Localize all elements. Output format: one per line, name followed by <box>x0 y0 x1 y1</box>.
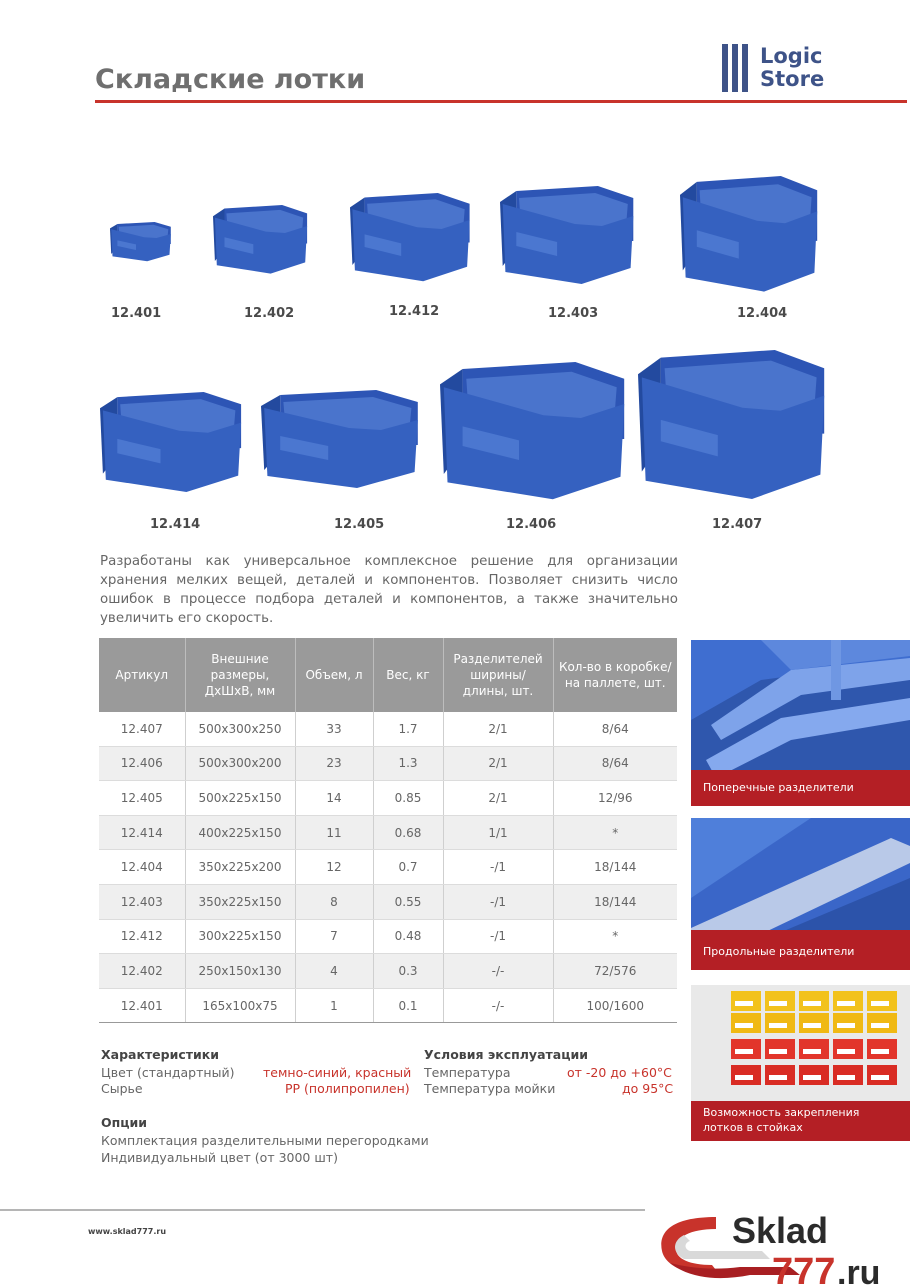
storage-bin-icon <box>110 222 172 262</box>
cell-dividers: -/1 <box>443 884 553 919</box>
col-header-article: Артикул <box>99 638 185 712</box>
bin-image <box>500 186 636 286</box>
cell-volume: 12 <box>295 850 373 885</box>
storage-bin-icon <box>350 193 472 283</box>
product-code: 12.414 <box>150 517 201 532</box>
cell-dividers: 1/1 <box>443 815 553 850</box>
rack-bin-label <box>735 1023 753 1028</box>
cell-article: 12.404 <box>99 850 185 885</box>
col-header-dimensions: Внешние размеры, ДхШхВ, мм <box>185 638 295 712</box>
rack-bin-label <box>769 1075 787 1080</box>
title-underline <box>95 100 907 103</box>
bin-image <box>680 176 820 294</box>
cell-weight: 0.68 <box>373 815 443 850</box>
characteristics-title: Характеристики <box>101 1047 220 1062</box>
cell-dimensions: 350x225x200 <box>185 850 295 885</box>
cell-dividers: 2/1 <box>443 746 553 781</box>
cell-packaging: 72/576 <box>553 954 677 989</box>
product-code: 12.401 <box>111 306 162 321</box>
product-code: 12.403 <box>548 306 599 321</box>
table-row <box>99 919 677 954</box>
cell-article: 12.403 <box>99 884 185 919</box>
rack-bin-label <box>837 1049 855 1054</box>
cell-dimensions: 165x100x75 <box>185 988 295 1023</box>
brand-number: 777 <box>772 1251 836 1288</box>
cell-packaging: 12/96 <box>553 781 677 816</box>
material-value: PP (полипропилен) <box>285 1081 410 1096</box>
cell-article: 12.412 <box>99 919 185 954</box>
cell-packaging: 18/144 <box>553 884 677 919</box>
rack-bin-label <box>735 1049 753 1054</box>
cell-dimensions: 400x225x150 <box>185 815 295 850</box>
photo-cross-dividers <box>691 640 910 806</box>
cell-volume: 33 <box>295 712 373 746</box>
cell-dimensions: 350x225x150 <box>185 884 295 919</box>
caption-rack-mounting: Возможность закрепления лотков в стойках <box>691 1101 910 1141</box>
cell-article: 12.402 <box>99 954 185 989</box>
bin-image <box>440 362 628 502</box>
bin-image <box>100 392 244 494</box>
rack-bin-label <box>769 1023 787 1028</box>
storage-bin-icon <box>213 205 309 275</box>
table-header-row <box>99 638 677 712</box>
rack-bin-label <box>769 1001 787 1006</box>
product-description: Разработаны как универсальное комплексное решение для организации хранения мелких вещей, деталей и компонентов. Позволяет снизить число ошибок в процессе подбора деталей и компонентов, а также значительно увеличить его скорость. <box>100 554 678 626</box>
cell-weight: 0.48 <box>373 919 443 954</box>
cell-packaging: 100/1600 <box>553 988 677 1023</box>
cell-article: 12.401 <box>99 988 185 1023</box>
cell-article: 12.406 <box>99 746 185 781</box>
footer-url[interactable]: www.sklad777.ru <box>88 1227 167 1236</box>
cell-dimensions: 250x150x130 <box>185 954 295 989</box>
col-header-dividers: Разделителей ширины/ длины, шт. <box>443 638 553 712</box>
cell-dividers: -/1 <box>443 850 553 885</box>
rack-bin-label <box>837 1023 855 1028</box>
footer-divider <box>0 1209 645 1211</box>
table-row <box>99 988 677 1023</box>
storage-bin-icon <box>440 362 628 502</box>
cell-dividers: 2/1 <box>443 712 553 746</box>
table-row <box>99 954 677 989</box>
cell-packaging: 8/64 <box>553 712 677 746</box>
sklad777-logo <box>650 1205 910 1288</box>
rack-bin-label <box>837 1001 855 1006</box>
cell-packaging: 18/144 <box>553 850 677 885</box>
storage-bin-icon <box>680 176 820 294</box>
table-row <box>99 884 677 919</box>
cell-volume: 7 <box>295 919 373 954</box>
col-header-weight: Вес, кг <box>373 638 443 712</box>
cell-dimensions: 500x300x250 <box>185 712 295 746</box>
cell-weight: 1.3 <box>373 746 443 781</box>
table-row <box>99 712 677 746</box>
cell-dimensions: 300x225x150 <box>185 919 295 954</box>
cell-article: 12.414 <box>99 815 185 850</box>
cell-packaging: 8/64 <box>553 746 677 781</box>
logo-bar <box>732 44 738 92</box>
table-row <box>99 746 677 781</box>
bin-image <box>350 193 472 283</box>
color-value: темно-синий, красный <box>263 1065 412 1080</box>
rack-bin-label <box>735 1075 753 1080</box>
cell-article: 12.405 <box>99 781 185 816</box>
cell-volume: 14 <box>295 781 373 816</box>
product-code: 12.412 <box>389 304 440 319</box>
spec-table <box>99 638 677 1023</box>
storage-bin-icon <box>261 390 421 490</box>
temperature-label: Температура <box>424 1065 511 1080</box>
cell-packaging: * <box>553 919 677 954</box>
caption-cross-dividers: Поперечные разделители <box>691 770 910 806</box>
temperature-value: от -20 до +60°С <box>567 1065 672 1080</box>
rack-bin-label <box>735 1001 753 1006</box>
brand-domain: .ru <box>837 1254 881 1288</box>
rack-bin-label <box>871 1075 889 1080</box>
product-code: 12.405 <box>334 517 385 532</box>
brand-word: Sklad <box>732 1210 829 1251</box>
col-header-packaging: Кол-во в коробке/на паллете, шт. <box>553 638 677 712</box>
photo-long-dividers <box>691 818 910 970</box>
cell-dividers: -/1 <box>443 919 553 954</box>
rack-bin-label <box>871 1023 889 1028</box>
logo-bar <box>742 44 748 92</box>
rack-bin-label <box>837 1075 855 1080</box>
cell-volume: 8 <box>295 884 373 919</box>
cell-volume: 11 <box>295 815 373 850</box>
option-custom-color: Индивидуальный цвет (от 3000 шт) <box>101 1150 338 1165</box>
cell-dimensions: 500x300x200 <box>185 746 295 781</box>
storage-bin-icon <box>100 392 244 494</box>
logo-text-line2: Store <box>760 67 825 91</box>
page-title: Складские лотки <box>95 64 366 95</box>
product-code: 12.404 <box>737 306 788 321</box>
cell-volume: 23 <box>295 746 373 781</box>
logo-text-line1: Logic <box>760 44 823 68</box>
cell-weight: 0.3 <box>373 954 443 989</box>
rack-bin-label <box>871 1001 889 1006</box>
cell-dividers: -/- <box>443 988 553 1023</box>
bin-image <box>261 390 421 490</box>
cell-packaging: * <box>553 815 677 850</box>
product-code: 12.407 <box>712 517 763 532</box>
bin-image <box>110 222 172 262</box>
cell-volume: 4 <box>295 954 373 989</box>
rack-bin-label <box>871 1049 889 1054</box>
rack-bin-label <box>803 1001 821 1006</box>
table-row <box>99 815 677 850</box>
caption-long-dividers: Продольные разделители <box>691 930 910 970</box>
cell-dividers: 2/1 <box>443 781 553 816</box>
storage-bin-icon <box>638 350 828 502</box>
cell-weight: 0.1 <box>373 988 443 1023</box>
cell-article: 12.407 <box>99 712 185 746</box>
col-header-volume: Объем, л <box>295 638 373 712</box>
cell-weight: 0.7 <box>373 850 443 885</box>
product-code: 12.402 <box>244 306 295 321</box>
rack-bin-label <box>803 1075 821 1080</box>
logicstore-logo <box>722 42 842 98</box>
color-label: Цвет (стандартный) <box>101 1065 235 1080</box>
cell-dimensions: 500x225x150 <box>185 781 295 816</box>
cell-weight: 1.7 <box>373 712 443 746</box>
conditions-title: Условия эксплуатации <box>424 1047 588 1062</box>
product-code: 12.406 <box>506 517 557 532</box>
bin-image <box>638 350 828 502</box>
cell-dividers: -/- <box>443 954 553 989</box>
rack-bin-label <box>803 1049 821 1054</box>
wash-temperature-label: Температура мойки <box>424 1081 556 1096</box>
cell-weight: 0.55 <box>373 884 443 919</box>
bin-image <box>213 205 309 275</box>
photo-rack-mounting <box>691 985 910 1141</box>
table-row <box>99 781 677 816</box>
cell-volume: 1 <box>295 988 373 1023</box>
option-dividers: Комплектация разделительными перегородками <box>101 1133 429 1148</box>
rack-bin-label <box>769 1049 787 1054</box>
table-row <box>99 850 677 885</box>
logo-bar <box>722 44 728 92</box>
storage-bin-icon <box>500 186 636 286</box>
wash-temperature-value: до 95°С <box>622 1081 674 1096</box>
options-title: Опции <box>101 1115 148 1130</box>
rack-bin-label <box>803 1023 821 1028</box>
cell-weight: 0.85 <box>373 781 443 816</box>
material-label: Сырье <box>101 1081 143 1096</box>
